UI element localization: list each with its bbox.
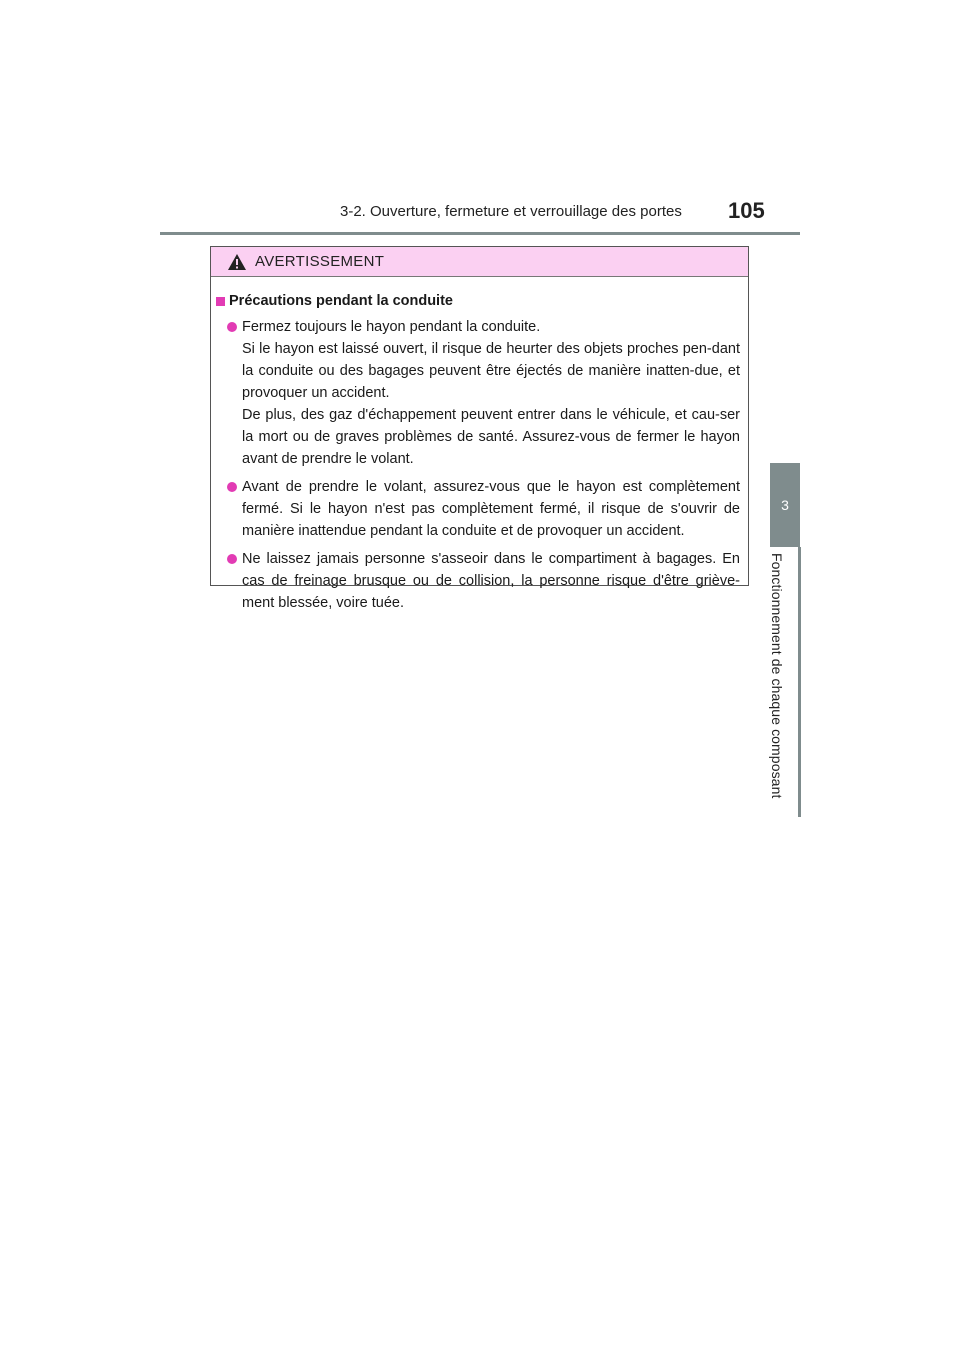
header-rule (160, 232, 800, 235)
list-item-text (242, 548, 740, 614)
square-bullet-icon (216, 297, 225, 306)
list-item (216, 548, 740, 614)
bullet-dot-icon (227, 482, 237, 492)
bullet-dot-icon (227, 554, 237, 564)
paragraph: De plus, des gaz d'échappement peuvent entrer dans le véhicule, et cau-ser la mort ou de graves problèmes de santé. Assurez-vous de fermer le hayon avant de prendre le volant. (242, 407, 740, 467)
list-item-text (242, 316, 740, 470)
paragraph: Ne laissez jamais personne s'asseoir dans le compartiment à bagages. En cas de freinage brusque ou de collision, la personne risque d'être griève-ment blessée, voire tuée. (242, 551, 740, 611)
warning-header (211, 247, 748, 277)
bullet-dot-icon (227, 322, 237, 332)
chapter-tab: 3 (770, 463, 800, 547)
list-item-text (242, 476, 740, 542)
paragraph: Fermez toujours le hayon pendant la conduite. (242, 319, 541, 335)
warning-subheading (216, 290, 740, 312)
paragraph: Avant de prendre le volant, assurez-vous que le hayon est complètement fermé. Si le hayon n'est pas complètement fermé, il risque de s'ouvrir de manière inattendue pendant la conduite et de provoquer un accident. (242, 479, 740, 539)
list-item (216, 476, 740, 542)
page-number: 105 (728, 198, 765, 223)
warning-title: AVERTISSEMENT (255, 253, 385, 270)
list-item (216, 316, 740, 470)
chapter-side-rule (798, 547, 801, 817)
warning-triangle-icon (227, 253, 247, 271)
subheading-text: Précautions pendant la conduite (229, 293, 453, 309)
warning-box (210, 246, 749, 611)
paragraph: Si le hayon est laissé ouvert, il risque de heurter des objets proches pen-dant la conduite ou des bagages peuvent être éjectés de manière inatten-due, et provoquer un accident. (242, 341, 740, 401)
chapter-title-vertical: Fonctionnement de chaque composant (769, 553, 785, 799)
section-header: 3-2. Ouverture, fermeture et verrouillage des portes (340, 203, 682, 220)
warning-body (211, 277, 748, 614)
